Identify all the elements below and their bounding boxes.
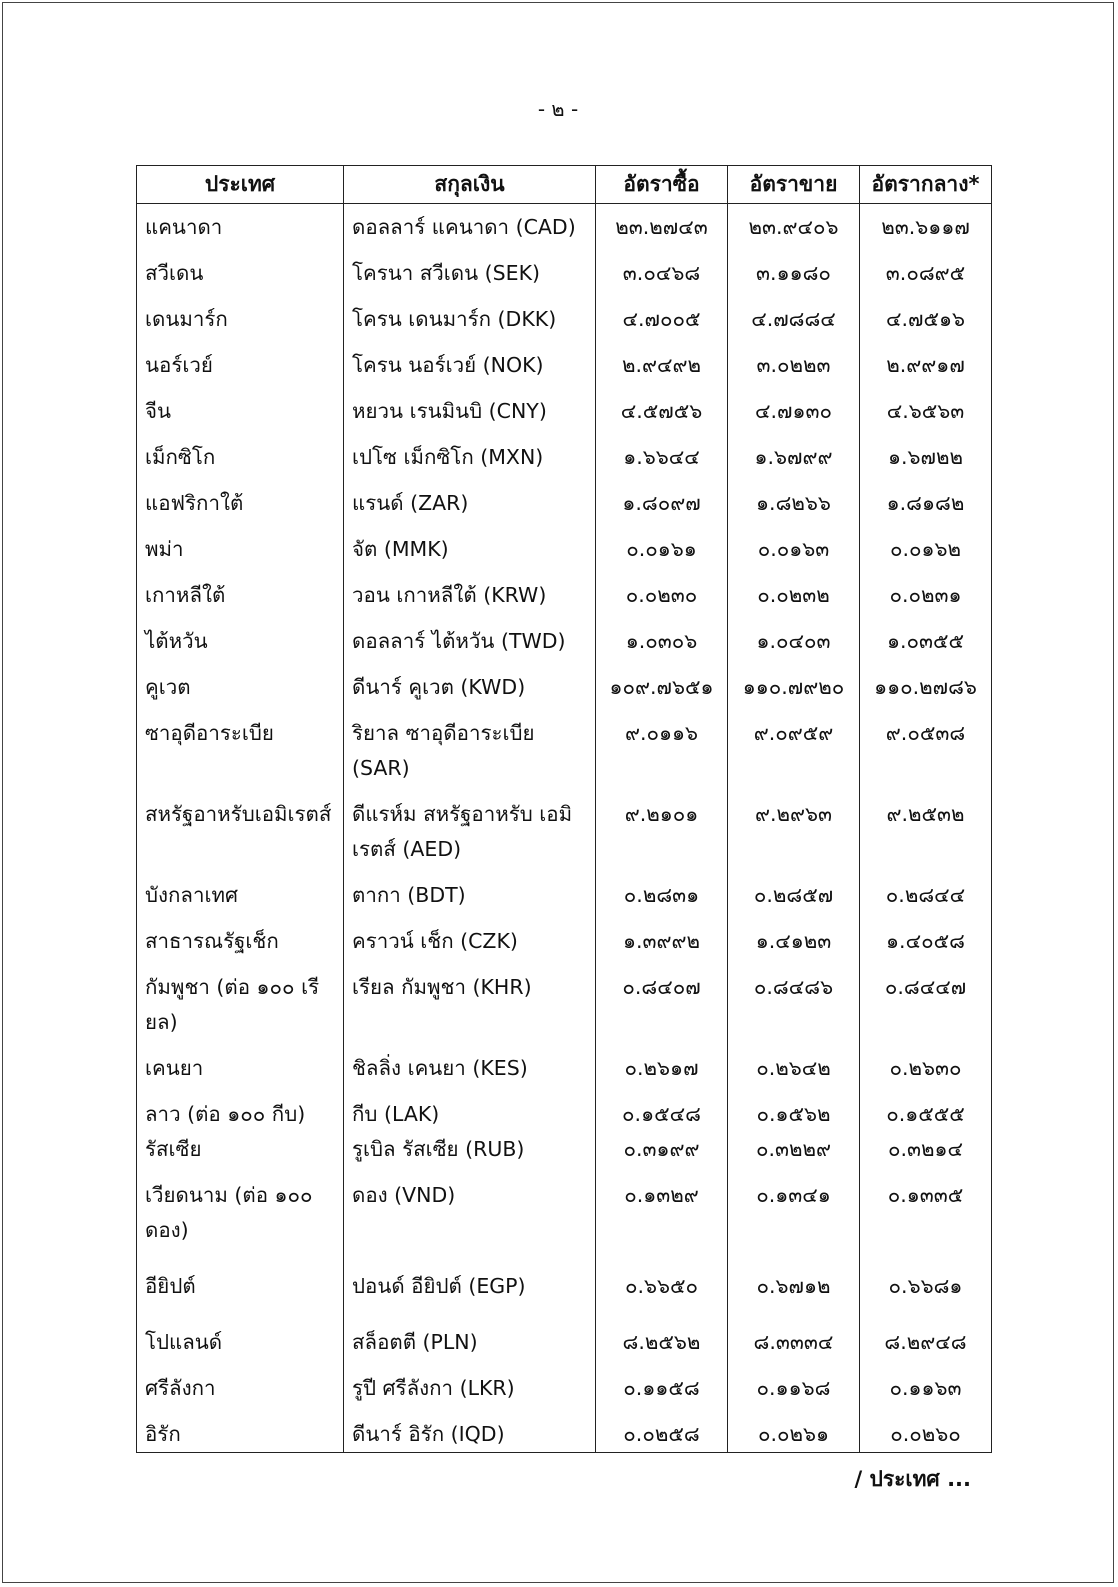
cell-country: ซาอุดีอาระเบีย	[137, 710, 344, 791]
table-row	[137, 1045, 992, 1091]
cell-country: แคนาดา	[137, 204, 344, 251]
cell-country: แอฟริกาใต้	[137, 480, 344, 526]
cell-sell-rate: ๐.๘๔๘๖	[728, 964, 860, 1045]
cell-currency: คราวน์ เช็ก (CZK)	[344, 918, 596, 964]
cell-country: เวียดนาม (ต่อ ๑๐๐ ดอง)	[137, 1172, 344, 1253]
cell-buy-rate: ๐.๑๓๒๙	[596, 1172, 728, 1253]
cell-sell-rate: ๐.๐๒๖๑	[728, 1411, 860, 1453]
cell-mid-rate: ๐.๑๓๓๕	[860, 1172, 992, 1253]
cell-sell-rate: ๑.๔๑๒๓	[728, 918, 860, 964]
cell-country: กัมพูชา (ต่อ ๑๐๐ เรียล)	[137, 964, 344, 1045]
cell-sell-rate: ๐.๓๒๒๙	[728, 1132, 860, 1172]
cell-currency: รูปี ศรีลังกา (LKR)	[344, 1365, 596, 1411]
cell-buy-rate: ๐.๐๑๖๑	[596, 526, 728, 572]
cell-buy-rate: ๔.๕๗๕๖	[596, 388, 728, 434]
cell-country: ศรีลังกา	[137, 1365, 344, 1411]
header-currency: สกุลเงิน	[344, 166, 596, 204]
cell-currency: เปโซ เม็กซิโก (MXN)	[344, 434, 596, 480]
cell-sell-rate: ๐.๐๑๖๓	[728, 526, 860, 572]
cell-mid-rate: ๑.๖๗๒๒	[860, 434, 992, 480]
cell-country: เคนยา	[137, 1045, 344, 1091]
cell-country: อิรัก	[137, 1411, 344, 1453]
cell-currency: ดอลลาร์ ไต้หวัน (TWD)	[344, 618, 596, 664]
cell-country: รัสเซีย	[137, 1132, 344, 1172]
cell-currency: หยวน เรนมินบิ (CNY)	[344, 388, 596, 434]
cell-currency: ดีนาร์ คูเวต (KWD)	[344, 664, 596, 710]
header-sell-rate: อัตราขาย	[728, 166, 860, 204]
table-row	[137, 872, 992, 918]
cell-mid-rate: ๘.๒๙๔๘	[860, 1309, 992, 1365]
table-row	[137, 1365, 992, 1411]
table-row	[137, 618, 992, 664]
cell-mid-rate: ๔.๗๕๑๖	[860, 296, 992, 342]
cell-currency: ตากา (BDT)	[344, 872, 596, 918]
cell-mid-rate: ๐.๖๖๘๑	[860, 1253, 992, 1309]
cell-sell-rate: ๐.๒๘๕๗	[728, 872, 860, 918]
cell-mid-rate: ๑๑๐.๒๗๘๖	[860, 664, 992, 710]
cell-buy-rate: ๙.๐๑๑๖	[596, 710, 728, 791]
table-row	[137, 250, 992, 296]
cell-buy-rate: ๘.๒๕๖๒	[596, 1309, 728, 1365]
cell-sell-rate: ๐.๑๕๖๒	[728, 1091, 860, 1132]
cell-country: คูเวต	[137, 664, 344, 710]
table-row	[137, 918, 992, 964]
document-page	[2, 2, 1114, 1583]
table-row	[137, 1091, 992, 1132]
cell-sell-rate: ๔.๗๘๘๔	[728, 296, 860, 342]
cell-mid-rate: ๙.๐๕๓๘	[860, 710, 992, 791]
cell-buy-rate: ๐.๑๑๕๘	[596, 1365, 728, 1411]
header-mid-rate: อัตรากลาง*	[860, 166, 992, 204]
cell-sell-rate: ๐.๐๒๓๒	[728, 572, 860, 618]
table-row	[137, 480, 992, 526]
table-row	[137, 1309, 992, 1365]
cell-country: โปแลนด์	[137, 1309, 344, 1365]
cell-country: ลาว (ต่อ ๑๐๐ กีบ)	[137, 1091, 344, 1132]
cell-buy-rate: ๐.๒๘๓๑	[596, 872, 728, 918]
page-number: - ๒ -	[537, 97, 579, 121]
cell-buy-rate: ๐.๘๔๐๗	[596, 964, 728, 1045]
table-row	[137, 572, 992, 618]
cell-country: เม็กซิโก	[137, 434, 344, 480]
cell-sell-rate: ๑.๖๗๙๙	[728, 434, 860, 480]
cell-currency: ปอนด์ อียิปต์ (EGP)	[344, 1253, 596, 1309]
cell-buy-rate: ๐.๒๖๑๗	[596, 1045, 728, 1091]
cell-mid-rate: ๑.๔๐๕๘	[860, 918, 992, 964]
table-row	[137, 1411, 992, 1453]
table-header-row	[137, 166, 992, 204]
cell-country: สาธารณรัฐเช็ก	[137, 918, 344, 964]
cell-buy-rate: ๑.๘๐๙๗	[596, 480, 728, 526]
table-row	[137, 342, 992, 388]
cell-mid-rate: ๐.๑๑๖๓	[860, 1365, 992, 1411]
cell-currency: รูเบิล รัสเซีย (RUB)	[344, 1132, 596, 1172]
cell-sell-rate: ๙.๐๙๕๙	[728, 710, 860, 791]
cell-mid-rate: ๒๓.๖๑๑๗	[860, 204, 992, 251]
cell-buy-rate: ๒.๙๔๙๒	[596, 342, 728, 388]
cell-mid-rate: ๐.๘๔๔๗	[860, 964, 992, 1045]
cell-mid-rate: ๙.๒๕๓๒	[860, 791, 992, 872]
cell-mid-rate: ๐.๓๒๑๔	[860, 1132, 992, 1172]
cell-buy-rate: ๐.๐๒๓๐	[596, 572, 728, 618]
table-row	[137, 204, 992, 251]
cell-buy-rate: ๙.๒๑๐๑	[596, 791, 728, 872]
cell-sell-rate: ๔.๗๑๓๐	[728, 388, 860, 434]
cell-currency: โครน นอร์เวย์ (NOK)	[344, 342, 596, 388]
cell-country: จีน	[137, 388, 344, 434]
cell-mid-rate: ๐.๑๕๕๕	[860, 1091, 992, 1132]
cell-currency: เรียล กัมพูชา (KHR)	[344, 964, 596, 1045]
cell-mid-rate: ๔.๖๕๖๓	[860, 388, 992, 434]
header-buy-rate: อัตราซื้อ	[596, 166, 728, 204]
cell-mid-rate: ๓.๐๘๙๕	[860, 250, 992, 296]
cell-sell-rate: ๐.๑๓๔๑	[728, 1172, 860, 1253]
cell-country: ไต้หวัน	[137, 618, 344, 664]
cell-sell-rate: ๒๓.๙๔๐๖	[728, 204, 860, 251]
cell-currency: สล็อตตี (PLN)	[344, 1309, 596, 1365]
cell-buy-rate: ๑.๖๖๔๔	[596, 434, 728, 480]
cell-buy-rate: ๐.๐๒๕๘	[596, 1411, 728, 1453]
table-body	[137, 204, 992, 1453]
cell-currency: แรนด์ (ZAR)	[344, 480, 596, 526]
cell-mid-rate: ๐.๐๑๖๒	[860, 526, 992, 572]
table-row	[137, 388, 992, 434]
cell-buy-rate: ๓.๐๔๖๘	[596, 250, 728, 296]
cell-sell-rate: ๐.๖๗๑๒	[728, 1253, 860, 1309]
cell-country: เดนมาร์ก	[137, 296, 344, 342]
table-row	[137, 664, 992, 710]
cell-buy-rate: ๐.๓๑๙๙	[596, 1132, 728, 1172]
cell-mid-rate: ๐.๐๒๓๑	[860, 572, 992, 618]
cell-currency: โครน เดนมาร์ก (DKK)	[344, 296, 596, 342]
cell-buy-rate: ๑.๐๓๐๖	[596, 618, 728, 664]
cell-currency: ดีแรห์ม สหรัฐอาหรับ เอมิเรตส์ (AED)	[344, 791, 596, 872]
cell-country: บังกลาเทศ	[137, 872, 344, 918]
cell-mid-rate: ๐.๒๘๔๔	[860, 872, 992, 918]
cell-currency: วอน เกาหลีใต้ (KRW)	[344, 572, 596, 618]
table-row	[137, 1172, 992, 1253]
table-row	[137, 1132, 992, 1172]
cell-country: พม่า	[137, 526, 344, 572]
table-row	[137, 526, 992, 572]
header-country: ประเทศ	[137, 166, 344, 204]
exchange-rate-table	[136, 165, 992, 1453]
cell-mid-rate: ๐.๒๖๓๐	[860, 1045, 992, 1091]
cell-sell-rate: ๐.๑๑๖๘	[728, 1365, 860, 1411]
cell-mid-rate: ๐.๐๒๖๐	[860, 1411, 992, 1453]
cell-sell-rate: ๐.๒๖๔๒	[728, 1045, 860, 1091]
cell-country: นอร์เวย์	[137, 342, 344, 388]
table-row	[137, 1253, 992, 1309]
cell-currency: ริยาล ซาอุดีอาระเบีย (SAR)	[344, 710, 596, 791]
cell-sell-rate: ๑.๐๔๐๓	[728, 618, 860, 664]
cell-sell-rate: ๘.๓๓๓๔	[728, 1309, 860, 1365]
cell-buy-rate: ๐.๖๖๕๐	[596, 1253, 728, 1309]
cell-currency: กีบ (LAK)	[344, 1091, 596, 1132]
table-row	[137, 791, 992, 872]
table-row	[137, 296, 992, 342]
cell-sell-rate: ๓.๑๑๘๐	[728, 250, 860, 296]
cell-buy-rate: ๐.๑๕๔๘	[596, 1091, 728, 1132]
cell-currency: ดอง (VND)	[344, 1172, 596, 1253]
cell-currency: โครนา สวีเดน (SEK)	[344, 250, 596, 296]
table-row	[137, 710, 992, 791]
cell-currency: ชิลลิ่ง เคนยา (KES)	[344, 1045, 596, 1091]
cell-country: เกาหลีใต้	[137, 572, 344, 618]
cell-mid-rate: ๑.๐๓๕๕	[860, 618, 992, 664]
cell-country: สวีเดน	[137, 250, 344, 296]
table-row	[137, 434, 992, 480]
cell-sell-rate: ๑๑๐.๗๙๒๐	[728, 664, 860, 710]
cell-currency: ดอลลาร์ แคนาดา (CAD)	[344, 204, 596, 251]
cell-buy-rate: ๑๐๙.๗๖๕๑	[596, 664, 728, 710]
cell-mid-rate: ๒.๙๙๑๗	[860, 342, 992, 388]
cell-buy-rate: ๔.๗๐๐๕	[596, 296, 728, 342]
continuation-note: / ประเทศ ...	[854, 1467, 971, 1491]
cell-country: สหรัฐอาหรับเอมิเรตส์	[137, 791, 344, 872]
cell-currency: จัต (MMK)	[344, 526, 596, 572]
cell-sell-rate: ๑.๘๒๖๖	[728, 480, 860, 526]
cell-buy-rate: ๒๓.๒๗๔๓	[596, 204, 728, 251]
table-row	[137, 964, 992, 1045]
cell-sell-rate: ๓.๐๒๒๓	[728, 342, 860, 388]
cell-mid-rate: ๑.๘๑๘๒	[860, 480, 992, 526]
cell-country: อียิปต์	[137, 1253, 344, 1309]
cell-sell-rate: ๙.๒๙๖๓	[728, 791, 860, 872]
cell-currency: ดีนาร์ อิรัก (IQD)	[344, 1411, 596, 1453]
cell-buy-rate: ๑.๓๙๙๒	[596, 918, 728, 964]
